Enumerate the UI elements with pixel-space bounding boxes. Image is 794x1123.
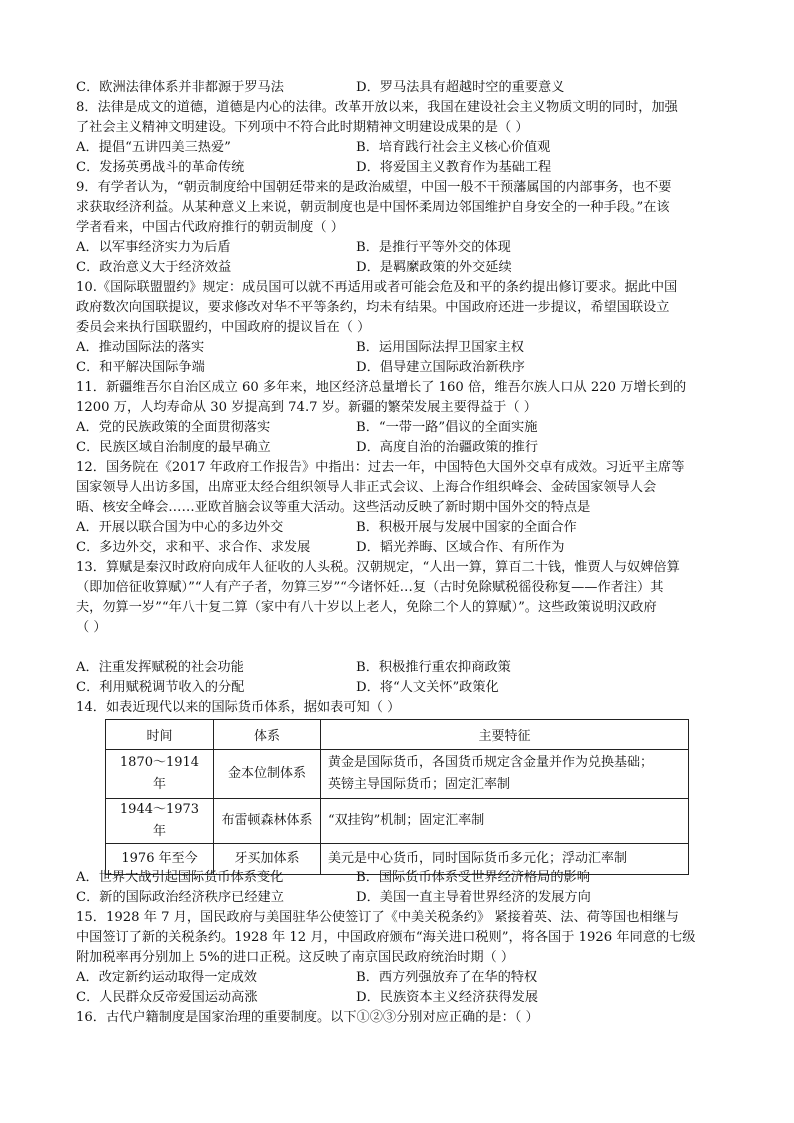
answer-option: A．改定新约运动取得一定成效 — [76, 970, 257, 985]
answer-option: C．政治意义大于经济效益 — [76, 260, 232, 275]
question-line: 13．算赋是秦汉时政府向成年人征收的人头税。汉朝规定，“人出一算，算百二十钱，惟贾人与奴婢倍算 — [76, 560, 680, 575]
answer-option: D．将爱国主义教育作为基础工程 — [356, 160, 552, 175]
question-line: 1200 万，人均寿命从 30 岁提高到 74.7 岁。新疆的繁荣发展主要得益于（ ） — [76, 400, 537, 415]
cell-time: 1944～1973 年 — [106, 799, 214, 844]
cell-system: 牙买加体系 — [214, 844, 321, 875]
question-line: 9．有学者认为，“朝贡制度给中国朝廷带来的是政治威望，中国一般不干预藩属国的内部事务，也不要 — [76, 180, 672, 195]
answer-option: D．罗马法具有超越时空的重要意义 — [356, 80, 565, 95]
question-line: 8．法律是成文的道德，道德是内心的法律。改革开放以来，我国在建设社会主义物质文明的同时，加强 — [76, 100, 678, 115]
answer-option: C．欧洲法律体系并非都源于罗马法 — [76, 80, 284, 95]
question-line: 14．如表近现代以来的国际货币体系，据如表可知（ ） — [76, 700, 401, 715]
answer-option: C．发扬英勇战斗的革命传统 — [76, 160, 245, 175]
question-line: 11．新疆维吾尔自治区成立 60 多年来，地区经济总量增长了 160 倍，维吾尔族人口从 220 万增长到的 — [76, 380, 687, 395]
answer-option: A．开展以联合国为中心的多边外交 — [76, 520, 284, 535]
answer-option: C．和平解决国际争端 — [76, 360, 205, 375]
answer-option: A．党的民族政策的全面贯彻落实 — [76, 420, 271, 435]
cell-time: 1870～1914 年 — [106, 750, 214, 799]
question-line: 10.《国际联盟盟约》规定：成员国可以就不再适用或者可能会危及和平的条约提出修订要求。据此中国 — [76, 280, 678, 295]
answer-option: A．提倡“五讲四美三热爱” — [76, 140, 231, 155]
cell-feature: “双挂钩”机制；固定汇率制 — [321, 799, 689, 844]
question-line: 附加税率再分别加上 5%的进口正税。这反映了南京国民政府统治时期（ ） — [76, 950, 515, 965]
answer-option: D．美国一直主导着世界经济的发展方向 — [356, 890, 591, 905]
answer-option: B．“一带一路”倡议的全面实施 — [356, 420, 538, 435]
question-line: 夫，勿算一岁”“年八十复二算（家中有八十岁以上老人，免除二个人的算赋）”。这些政策说明汉政府 — [76, 600, 657, 615]
table-row — [106, 844, 689, 875]
answer-option: D．将“人文关怀”政策化 — [356, 680, 499, 695]
answer-option: B．国际货币体系受世界经济格局的影响 — [356, 870, 590, 885]
question-line: 晤、核安全峰会……亚欧首脑会议等重大活动。这些活动反映了新时期中国外交的特点是 — [76, 500, 591, 515]
table-row — [106, 750, 689, 799]
answer-option: C．利用赋税调节收入的分配 — [76, 680, 245, 695]
answer-option: C．新的国际政治经济秩序已经建立 — [76, 890, 284, 905]
question-line: 16．古代户籍制度是国家治理的重要制度。以下①②③分别对应正确的是：（ ） — [76, 1010, 539, 1025]
answer-option: A．以军事经济实力为后盾 — [76, 240, 231, 255]
answer-option: B．积极推行重农抑商政策 — [356, 660, 511, 675]
question-line: 政府数次向国联提议，要求修改对华不平等条约，均未有结果。中国政府还进一步提议，希望国联设立 — [76, 300, 670, 315]
answer-option: D．倡导建立国际政治新秩序 — [356, 360, 525, 375]
answer-option: C．民族区域自治制度的最早确立 — [76, 440, 271, 455]
answer-option: B．是推行平等外交的体现 — [356, 240, 511, 255]
question-line: （即加倍征收算赋）”“人有产子者，勿算三岁”“今诸怀妊…复（古时免除赋税徭役称复——作者注）其 — [76, 580, 664, 595]
question-line: 学者看来，中国古代政府推行的朝贡制度（ ） — [76, 220, 344, 235]
question-line: （ ） — [76, 620, 107, 635]
table-row — [106, 799, 689, 844]
answer-option: D．民族资本主义经济获得发展 — [356, 990, 539, 1005]
header-system: 体系 — [214, 720, 321, 750]
question-line: 15．1928 年 7 月，国民政府与美国驻华公使签订了《中美关税条约》 紧接着英、法、荷等国也相继与 — [76, 910, 679, 925]
question-line: 12．国务院在《2017 年政府工作报告》中指出：过去一年，中国特色大国外交卓有成效。习近平主席等 — [76, 460, 685, 475]
question-line: 中国签订了新的关税条约。1928 年 12 月，中国政府颁布“海关进口税则”，将各国于 1926 年同意的七级 — [76, 930, 696, 945]
table-header-row — [106, 720, 689, 750]
cell-feature: 美元是中心货币，同时国际货币多元化；浮动汇率制 — [321, 844, 689, 875]
question-line: 委员会来执行国联盟约，中国政府的提议旨在（ ） — [76, 320, 371, 335]
question-line: 了社会主义精神文明建设。下列项中不符合此时期精神文明建设成果的是（ ） — [76, 120, 529, 135]
currency-system-table — [105, 719, 689, 875]
answer-option: B．运用国际法捍卫国家主权 — [356, 340, 524, 355]
cell-system: 金本位制体系 — [214, 750, 321, 799]
answer-option: B．培育践行社会主义核心价值观 — [356, 140, 551, 155]
cell-time: 1976 年至今 — [106, 844, 214, 875]
header-time: 时间 — [106, 720, 214, 750]
answer-option: C．多边外交，求和平、求合作、求发展 — [76, 540, 311, 555]
answer-option: B．积极开展与发展中国家的全面合作 — [356, 520, 577, 535]
answer-option: C．人民群众反帝爱国运动高涨 — [76, 990, 258, 1005]
answer-option: B．西方列强放弃了在华的特权 — [356, 970, 538, 985]
cell-system: 布雷顿森林体系 — [214, 799, 321, 844]
question-line: 求获取经济利益。从某种意义上来说，朝贡制度也是中国怀柔周边邻国维护自身安全的一种手段。”在该 — [76, 200, 670, 215]
answer-option: D．高度自治的治疆政策的推行 — [356, 440, 539, 455]
header-feature: 主要特征 — [321, 720, 689, 750]
answer-option: A．世界大战引起国际货币体系变化 — [76, 870, 284, 885]
question-line: 国家领导人出访多国，出席亚太经合组织领导人非正式会议、上海合作组织峰会、金砖国家领导人会 — [76, 480, 657, 495]
answer-option: D．韬光养晦、区域合作、有所作为 — [356, 540, 565, 555]
answer-option: A．推动国际法的落实 — [76, 340, 205, 355]
cell-feature: 黄金是国际货币，各国货币规定含金量并作为兑换基础； 英镑主导国际货币；固定汇率制 — [321, 750, 689, 799]
answer-option: A．注重发挥赋税的社会功能 — [76, 660, 244, 675]
answer-option: D．是羁縻政策的外交延续 — [356, 260, 512, 275]
